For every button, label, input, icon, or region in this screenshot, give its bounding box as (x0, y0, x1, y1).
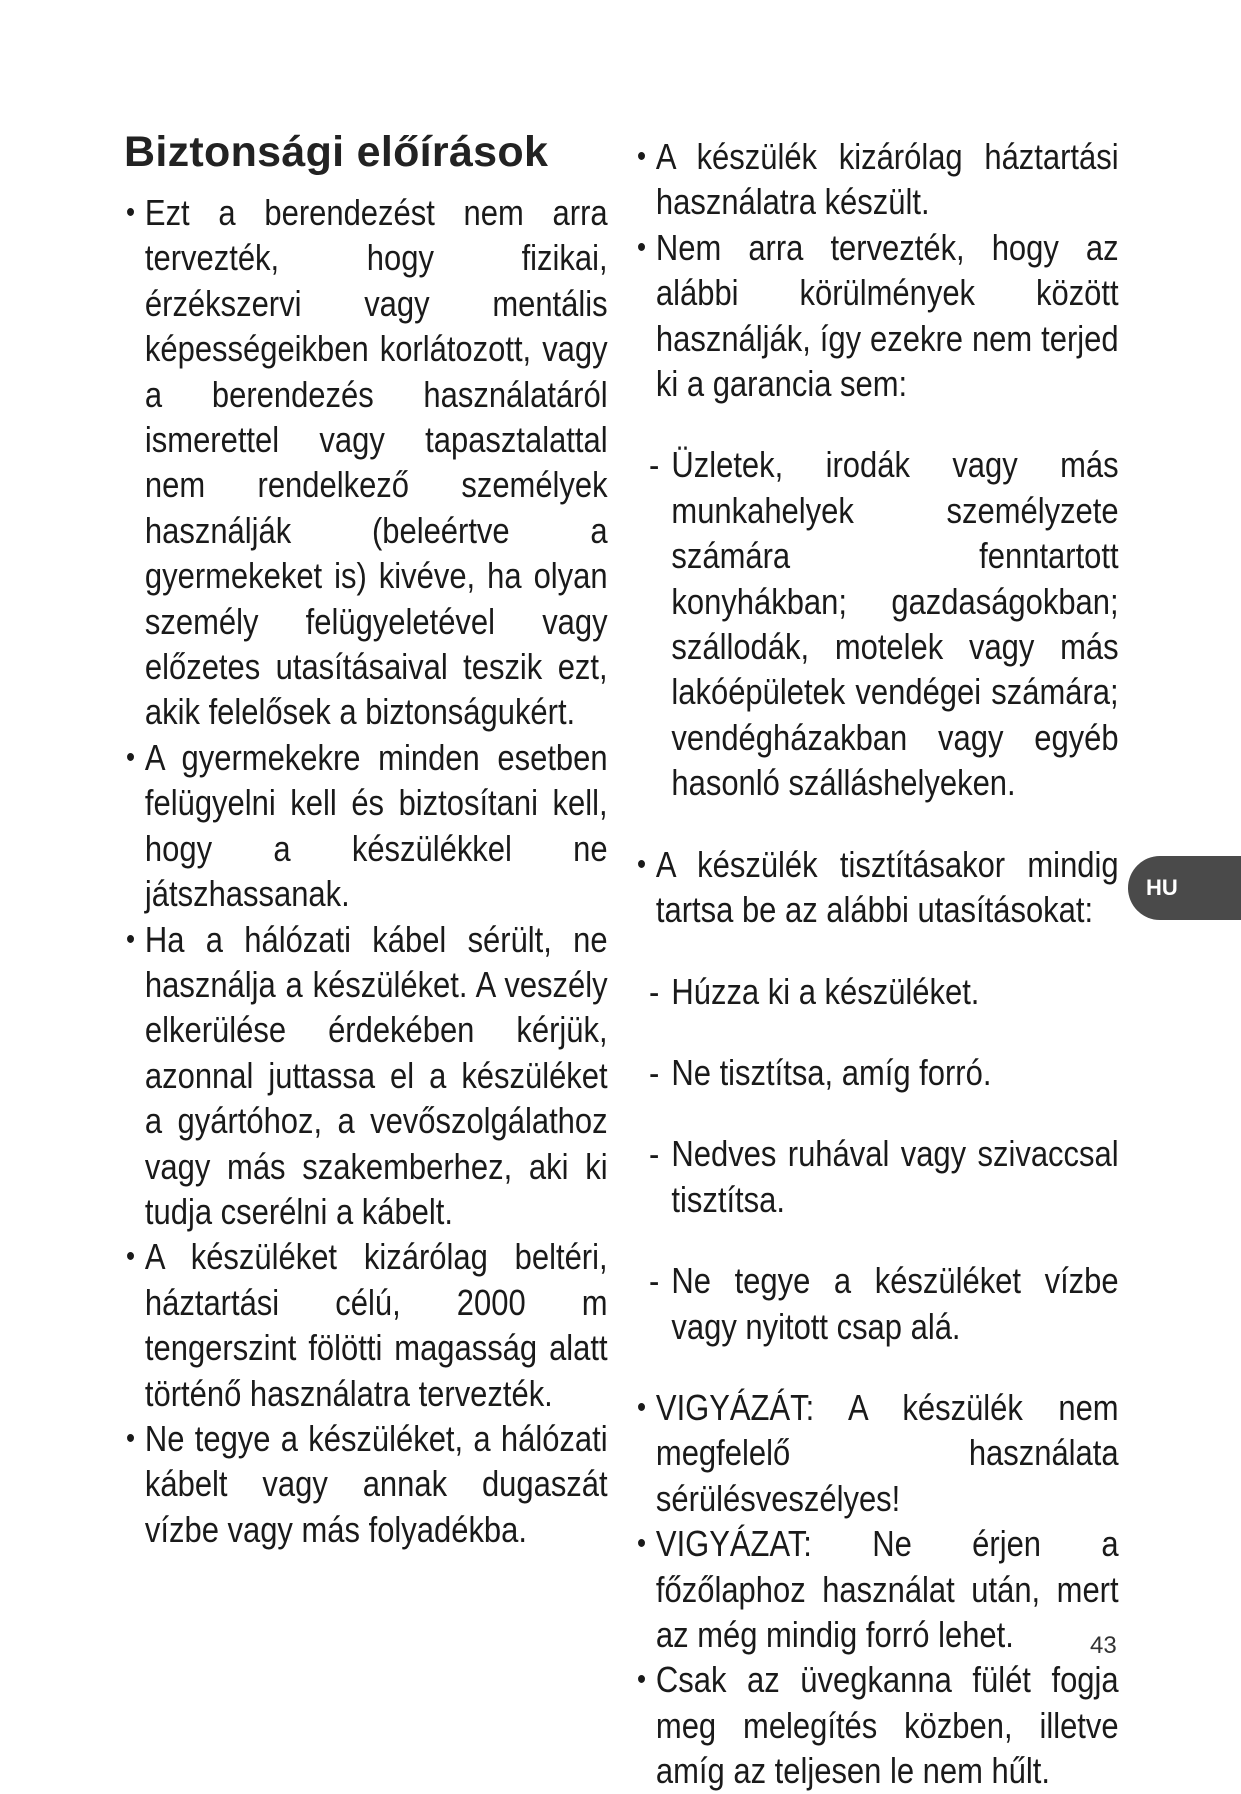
page-number: 43 (1090, 1632, 1117, 1659)
safety-item: • VIGYÁZÁT: A készülék nem megfelelő használata sérülésveszélyes! (637, 1386, 1119, 1519)
section-title: Biztonsági előírások (124, 128, 549, 176)
bullet: • (637, 847, 647, 881)
bullet: • (637, 1390, 647, 1424)
cleaning-step: - Ne tegye a készüléket vízbe vagy nyitott csap alá. (649, 1260, 1119, 1347)
bullet: • (126, 922, 136, 956)
bullet: • (126, 1240, 136, 1274)
left-column (126, 190, 608, 1552)
cleaning-step: - Nedves ruhával vagy szivaccsal tisztítsa. (649, 1133, 1119, 1220)
safety-item: • Ha a hálózati kábel sérült, ne használja a készüléket. A veszély elkerülése érdekében kérjük, azonnal juttassa el a készüléket a gyártóhoz, a vevőszolgálathoz vagy más szakemberhez, aki ki tudja cserélni a kábelt. (126, 918, 608, 1232)
dash: - (649, 444, 660, 486)
dash: - (649, 1133, 660, 1175)
dash: - (649, 970, 660, 1012)
bullet: • (637, 140, 647, 173)
bullet: • (637, 1663, 647, 1697)
safety-item: • A gyermekekre minden esetben felügyelni kell és biztosítani kell, hogy a készülékkel ne játszhassanak. (126, 736, 608, 915)
dash: - (649, 1260, 660, 1302)
right-column (637, 134, 1119, 1794)
safety-item: • Ne tegye a készüléket, a hálózati kábelt vagy annak dugaszát vízbe vagy más folyadékba. (126, 1417, 608, 1550)
safety-item: • Ezt a berendezést nem arra tervezték, hogy fizikai, érzékszervi vagy mentális képességeikben korlátozott, vagy a berendezés használatáról ismerettel vagy tapasztalattal nem rendelkező személyek használják (beleértve a gyermekeket is) kivéve, ha olyan személy felügyeletével vagy előzetes utasításaival teszik ezt, akik felelősek a biztonságukért. (126, 192, 608, 733)
safety-subitem: - Üzletek, irodák vagy más munkahelyek személyzete számára fenntartott konyhákban; gazdaságokban; szállodák, motelek vagy más lakóépületek vendégei számára; vendégházakban vagy egyéb hasonló szálláshelyeken. (649, 444, 1119, 804)
safety-item: • Csak az üvegkanna fülét fogja meg melegítés közben, illetve amíg az teljesen le nem hűlt. (637, 1659, 1119, 1792)
safety-item: • A készülék tisztításakor mindig tartsa be az alábbi utasításokat: (637, 843, 1119, 931)
cleaning-step: - Ne tisztítsa, amíg forró. (637, 1050, 1119, 1095)
safety-item: • A készüléket kizárólag beltéri, háztartási célú, 2000 m tengerszint fölötti magasság alatt történő használatra tervezték. (126, 1236, 608, 1414)
bullet: • (637, 1527, 647, 1561)
bullet: • (126, 740, 136, 774)
safety-item: • Nem arra tervezték, hogy az alábbi körülmények között használják, így ezekre nem terjed ki a garancia sem: (637, 226, 1119, 405)
safety-item: • VIGYÁZAT: Ne érjen a főzőlaphoz használat után, mert az még mindig forró lehet. (637, 1523, 1119, 1655)
cleaning-step: - Húzza ki a készüléket. (637, 969, 1119, 1014)
safety-item: • A készülék kizárólag háztartási használatra készült. (637, 136, 1119, 223)
dash: - (649, 1051, 660, 1093)
language-tab: HU (1128, 856, 1241, 920)
bullet: • (126, 1421, 136, 1455)
bullet: • (637, 230, 647, 264)
bullet: • (126, 196, 136, 229)
